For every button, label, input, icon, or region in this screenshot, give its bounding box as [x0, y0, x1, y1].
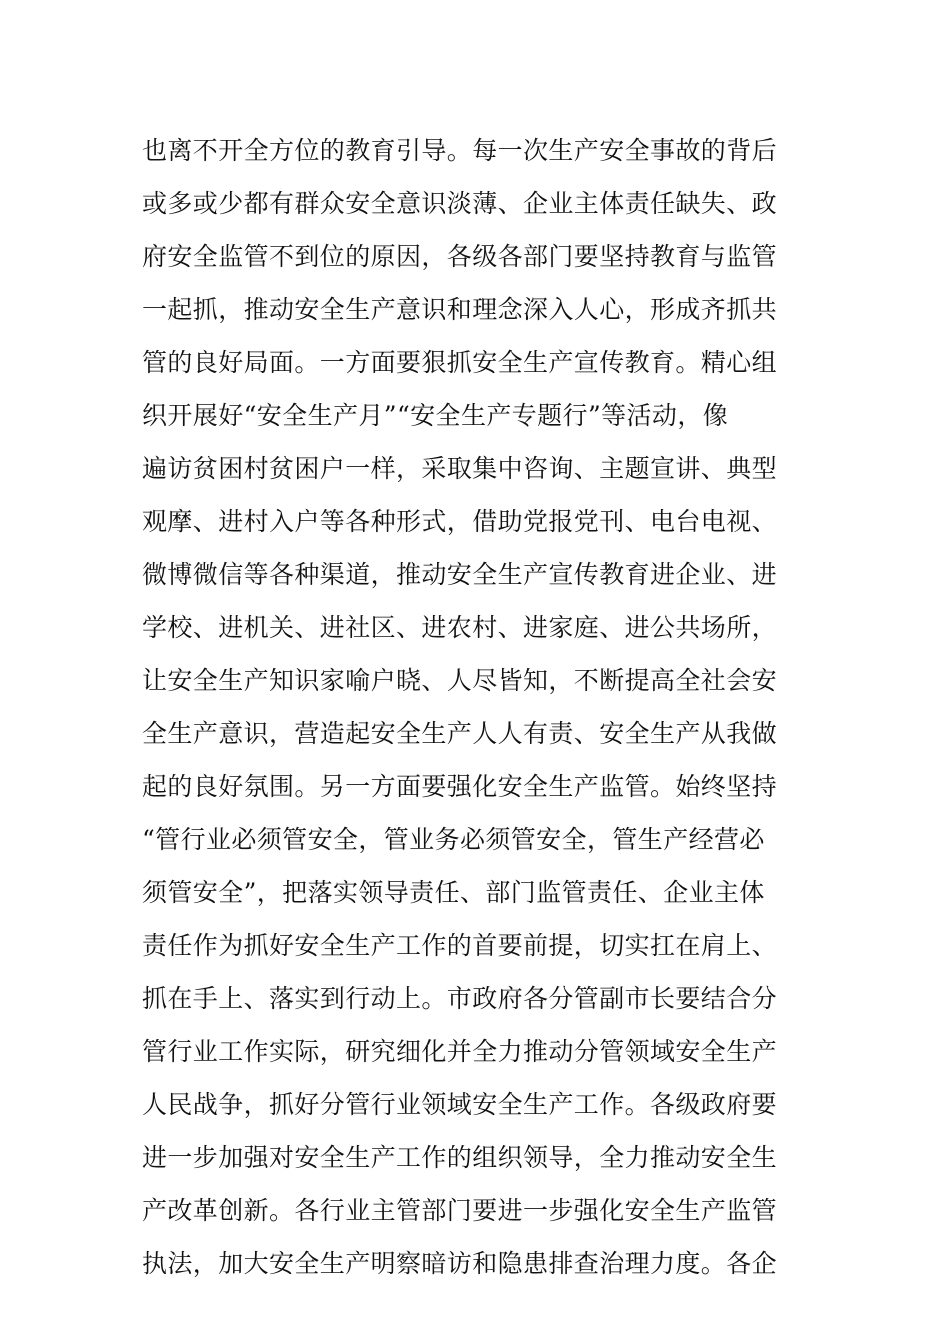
text-line: 府安全监管不到位的原因，各级各部门要坚持教育与监管	[142, 242, 778, 271]
body-text	[142, 124, 812, 1290]
text-line: 执法，加大安全生产明察暗访和隐患排查治理力度。各企	[142, 1249, 778, 1278]
text-line: 须管安全”，把落实领导责任、部门监管责任、企业主体	[142, 878, 765, 907]
text-line: 让安全生产知识家喻户晓、人尽皆知，不断提高全社会安	[142, 666, 778, 695]
text-line: “管行业必须管安全，管业务必须管安全，管生产经营必	[142, 825, 765, 854]
text-line: 人民战争，抓好分管行业领域安全生产工作。各级政府要	[142, 1090, 778, 1119]
text-line: 全生产意识，营造起安全生产人人有责、安全生产从我做	[142, 719, 778, 748]
text-line: 一起抓，推动安全生产意识和理念深入人心，形成齐抓共	[142, 295, 778, 324]
text-line: 管行业工作实际，研究细化并全力推动分管领域安全生产	[142, 1037, 778, 1066]
text-line: 起的良好氛围。另一方面要强化安全生产监管。始终坚持	[142, 772, 778, 801]
text-line: 责任作为抓好安全生产工作的首要前提，切实扛在肩上、	[142, 931, 778, 960]
text-line: 微博微信等各种渠道，推动安全生产宣传教育进企业、进	[142, 560, 778, 589]
text-line: 或多或少都有群众安全意识淡薄、企业主体责任缺失、政	[142, 189, 778, 218]
text-line: 抓在手上、落实到行动上。市政府各分管副市长要结合分	[142, 984, 778, 1013]
text-line: 观摩、进村入户等各种形式，借助党报党刊、电台电视、	[142, 507, 778, 536]
text-line: 管的良好局面。一方面要狠抓安全生产宣传教育。精心组	[142, 348, 778, 377]
text-line: 织开展好“安全生产月”“安全生产专题行”等活动，像	[142, 401, 729, 430]
text-line: 产改革创新。各行业主管部门要进一步强化安全生产监管	[142, 1196, 778, 1225]
text-line: 学校、进机关、进社区、进农村、进家庭、进公共场所，	[142, 613, 778, 642]
text-line: 也离不开全方位的教育引导。每一次生产安全事故的背后	[142, 136, 778, 165]
text-line: 遍访贫困村贫困户一样，采取集中咨询、主题宣讲、典型	[142, 454, 778, 483]
text-line: 进一步加强对安全生产工作的组织领导，全力推动安全生	[142, 1143, 778, 1172]
